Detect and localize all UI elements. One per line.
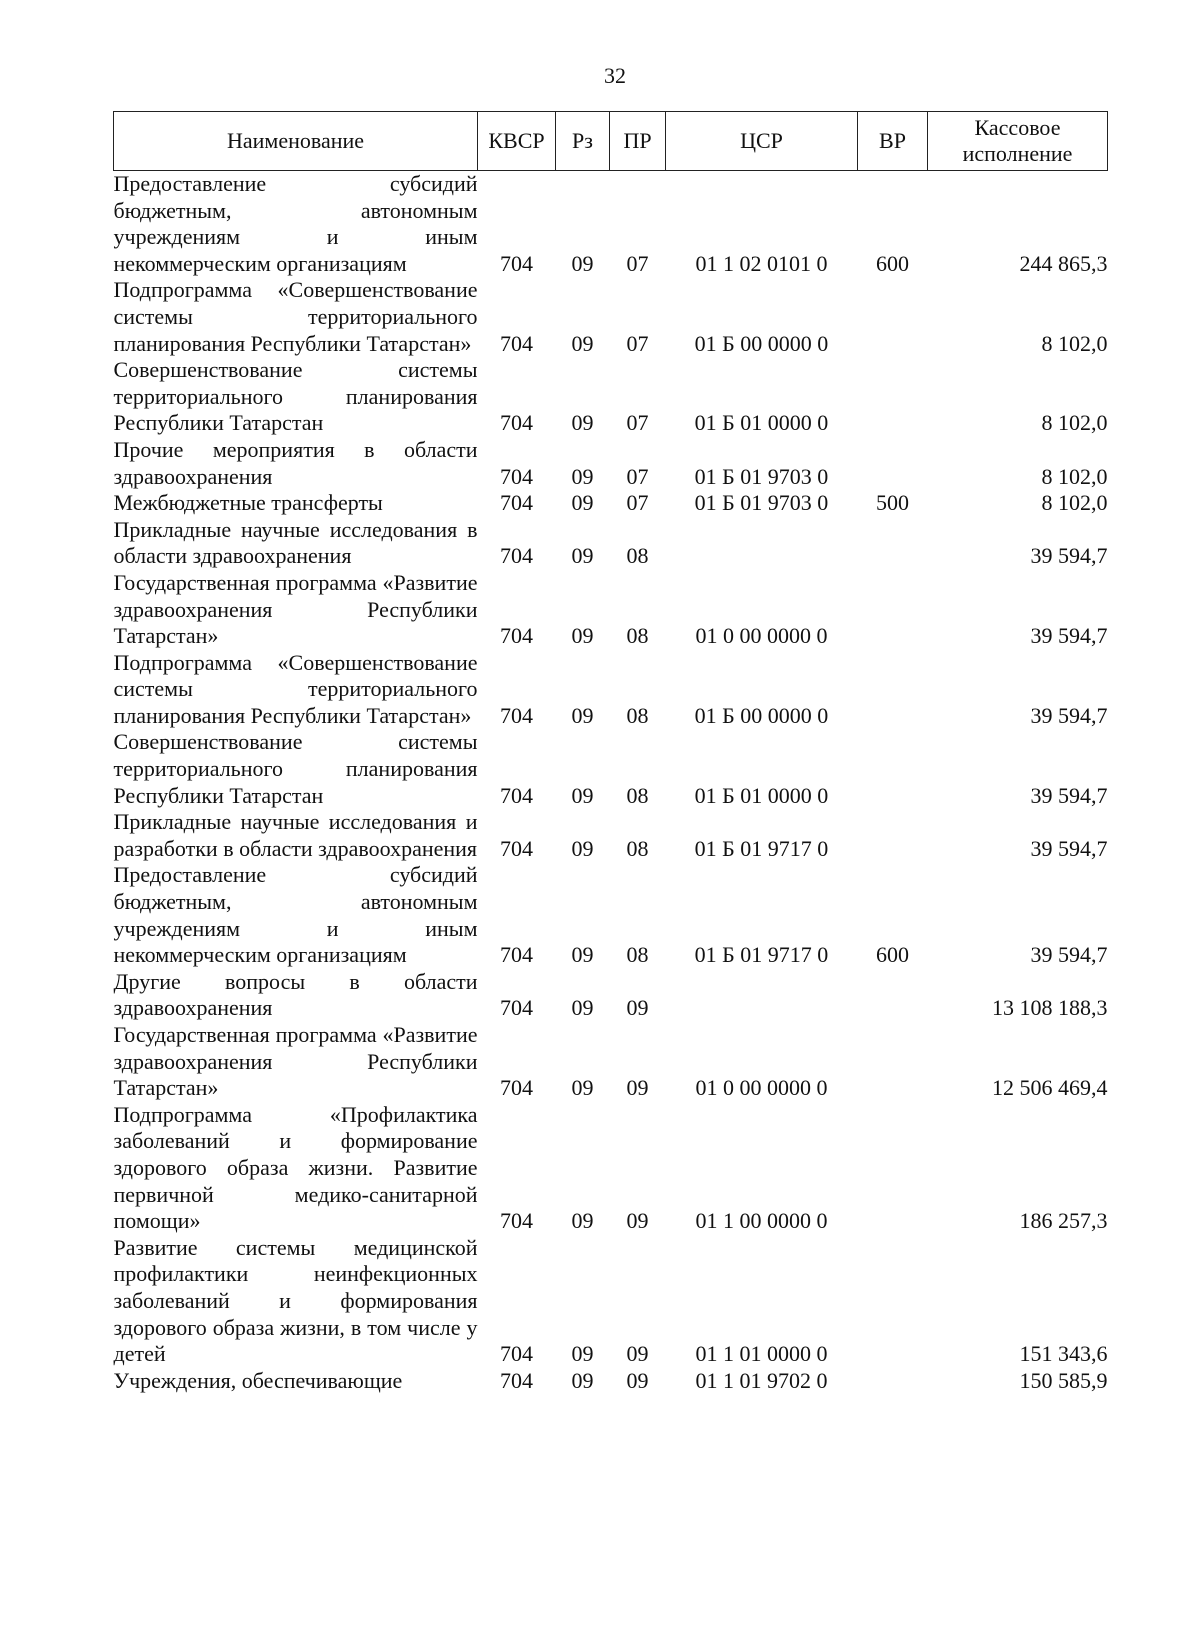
cell-amount: 39 594,7 bbox=[1030, 782, 1108, 808]
cell-kvsr: 704 bbox=[500, 330, 533, 356]
cell-csr: 01 0 00 0000 0 bbox=[695, 1075, 828, 1101]
cell-kvsr: 704 bbox=[500, 702, 533, 728]
cell-rz: 09 bbox=[571, 543, 594, 569]
cell-kvsr: 704 bbox=[500, 782, 533, 808]
cell-csr: 01 Б 01 9703 0 bbox=[694, 490, 829, 516]
table-row bbox=[114, 1102, 1108, 1235]
header-amount bbox=[928, 112, 1108, 171]
cell-vr bbox=[858, 517, 928, 570]
cell-kvsr: 704 bbox=[500, 623, 533, 649]
cell-name: Государственная программа «Развитие здравоохранения Республики Татарстан» bbox=[113, 569, 478, 649]
cell-name: Подпрограмма «Совершенствование системы территориального планирования Республики Татарстан» bbox=[113, 277, 478, 356]
cell-rz: 09 bbox=[571, 623, 594, 649]
cell-kvsr: 704 bbox=[500, 463, 533, 489]
cell-rz: 09 bbox=[571, 942, 594, 968]
cell-name: Совершенствование системы территориального планирования Республики Татарстан bbox=[113, 729, 478, 808]
cell-csr: 01 Б 01 9717 0 bbox=[694, 942, 829, 968]
cell-csr: 01 Б 01 9717 0 bbox=[694, 835, 829, 861]
cell-pr: 08 bbox=[626, 782, 649, 808]
cell-rz: 09 bbox=[571, 1075, 594, 1101]
cell-vr bbox=[858, 809, 928, 862]
table-row bbox=[114, 570, 1108, 650]
cell-kvsr: 704 bbox=[500, 1208, 533, 1234]
cell-amount: 39 594,7 bbox=[1030, 835, 1108, 861]
table-row bbox=[114, 729, 1108, 809]
table-row bbox=[114, 437, 1108, 490]
cell-rz: 09 bbox=[571, 490, 594, 516]
cell-rz: 09 bbox=[571, 1208, 594, 1234]
cell-vr bbox=[858, 969, 928, 1022]
cell-vr bbox=[858, 1102, 928, 1235]
cell-pr: 08 bbox=[626, 942, 649, 968]
cell-kvsr: 704 bbox=[500, 1367, 533, 1393]
cell-amount: 39 594,7 bbox=[1030, 623, 1108, 649]
cell-name: Развитие системы медицинской профилактики неинфекционных заболеваний и формирования здорового образа жизни, в том числе у детей bbox=[113, 1234, 478, 1367]
header-kvsr: КВСР bbox=[478, 112, 556, 171]
cell-pr: 08 bbox=[626, 543, 649, 569]
cell-rz: 09 bbox=[571, 835, 594, 861]
cell-name: Прочие мероприятия в области здравоохранения bbox=[113, 436, 478, 489]
cell-kvsr: 704 bbox=[500, 835, 533, 861]
cell-rz: 09 bbox=[571, 330, 594, 356]
cell-vr bbox=[858, 1022, 928, 1102]
cell-csr bbox=[666, 969, 858, 1022]
table-row bbox=[114, 490, 1108, 517]
table-row bbox=[114, 357, 1108, 437]
header-rz: Рз bbox=[556, 112, 610, 171]
cell-pr: 07 bbox=[626, 410, 649, 436]
cell-csr: 01 1 00 0000 0 bbox=[695, 1208, 828, 1234]
cell-kvsr: 704 bbox=[500, 250, 533, 276]
cell-csr: 01 0 00 0000 0 bbox=[695, 623, 828, 649]
cell-kvsr: 704 bbox=[500, 543, 533, 569]
cell-vr: 600 bbox=[876, 250, 909, 276]
cell-vr bbox=[858, 570, 928, 650]
cell-pr: 08 bbox=[626, 702, 649, 728]
header-amount-line1: Кассовое bbox=[974, 115, 1061, 140]
cell-amount: 8 102,0 bbox=[1041, 463, 1108, 489]
cell-kvsr: 704 bbox=[500, 410, 533, 436]
cell-name: Межбюджетные трансферты bbox=[113, 490, 383, 516]
cell-name: Прикладные научные исследования в области здравоохранения bbox=[113, 516, 478, 569]
table-row bbox=[114, 1235, 1108, 1368]
cell-rz: 09 bbox=[571, 995, 594, 1021]
header-csr: ЦСР bbox=[666, 112, 858, 171]
cell-csr bbox=[666, 517, 858, 570]
cell-vr bbox=[858, 437, 928, 490]
cell-amount: 13 108 188,3 bbox=[992, 995, 1108, 1021]
table-body bbox=[114, 171, 1108, 1395]
cell-pr: 07 bbox=[626, 463, 649, 489]
cell-amount: 8 102,0 bbox=[1041, 330, 1108, 356]
table-row bbox=[114, 969, 1108, 1022]
cell-vr bbox=[858, 729, 928, 809]
cell-amount: 150 585,9 bbox=[1019, 1367, 1108, 1393]
cell-csr: 01 1 02 0101 0 bbox=[695, 250, 828, 276]
page-number: 32 bbox=[604, 63, 626, 88]
cell-name: Совершенствование системы территориального планирования Республики Татарстан bbox=[113, 357, 478, 436]
cell-amount: 39 594,7 bbox=[1030, 543, 1108, 569]
cell-rz: 09 bbox=[571, 702, 594, 728]
cell-pr: 08 bbox=[626, 835, 649, 861]
cell-name: Предоставление субсидий бюджетным, автономным учреждениям и иным некоммерческим организациям bbox=[113, 171, 478, 276]
header-pr: ПР bbox=[610, 112, 666, 171]
cell-amount: 8 102,0 bbox=[1041, 410, 1108, 436]
cell-rz: 09 bbox=[571, 463, 594, 489]
cell-pr: 09 bbox=[626, 1208, 649, 1234]
cell-amount: 12 506 469,4 bbox=[992, 1075, 1108, 1101]
budget-table bbox=[113, 111, 1108, 1394]
cell-vr bbox=[858, 1235, 928, 1368]
cell-amount: 186 257,3 bbox=[1019, 1208, 1108, 1234]
cell-name: Подпрограмма «Совершенствование системы территориального планирования Республики Татарстан» bbox=[113, 649, 478, 728]
cell-name: Другие вопросы в области здравоохранения bbox=[113, 968, 478, 1021]
cell-kvsr: 704 bbox=[500, 942, 533, 968]
table-row bbox=[114, 862, 1108, 968]
cell-amount: 244 865,3 bbox=[1019, 250, 1108, 276]
table-row bbox=[114, 277, 1108, 357]
cell-pr: 09 bbox=[626, 995, 649, 1021]
cell-kvsr: 704 bbox=[500, 995, 533, 1021]
cell-name: Государственная программа «Развитие здравоохранения Республики Татарстан» bbox=[113, 1022, 478, 1101]
cell-rz: 09 bbox=[571, 782, 594, 808]
cell-amount: 39 594,7 bbox=[1030, 702, 1108, 728]
cell-vr bbox=[858, 1368, 928, 1395]
cell-name: Предоставление субсидий бюджетным, автономным учреждениям и иным некоммерческим организациям bbox=[113, 862, 478, 968]
table-row bbox=[114, 650, 1108, 730]
header-amount-line2: исполнение bbox=[962, 141, 1073, 166]
cell-rz: 09 bbox=[571, 250, 594, 276]
cell-rz: 09 bbox=[571, 1367, 594, 1393]
cell-pr: 07 bbox=[626, 490, 649, 516]
table-row bbox=[114, 171, 1108, 278]
cell-amount: 39 594,7 bbox=[1030, 942, 1108, 968]
cell-vr: 500 bbox=[876, 490, 909, 516]
cell-pr: 08 bbox=[626, 623, 649, 649]
cell-rz: 09 bbox=[571, 1341, 594, 1367]
cell-csr: 01 Б 00 0000 0 bbox=[694, 702, 829, 728]
cell-vr bbox=[858, 277, 928, 357]
cell-kvsr: 704 bbox=[500, 490, 533, 516]
header-name: Наименование bbox=[114, 112, 478, 171]
cell-csr: 01 1 01 9702 0 bbox=[695, 1367, 828, 1393]
table-header-row bbox=[114, 112, 1108, 171]
table-row bbox=[114, 1022, 1108, 1102]
cell-pr: 09 bbox=[626, 1367, 649, 1393]
header-vr: ВР bbox=[858, 112, 928, 171]
cell-amount: 8 102,0 bbox=[1041, 490, 1108, 516]
cell-csr: 01 Б 00 0000 0 bbox=[694, 330, 829, 356]
cell-csr: 01 Б 01 9703 0 bbox=[694, 463, 829, 489]
cell-pr: 07 bbox=[626, 330, 649, 356]
cell-vr bbox=[858, 357, 928, 437]
cell-pr: 09 bbox=[626, 1075, 649, 1101]
table-row bbox=[114, 1368, 1108, 1395]
cell-vr bbox=[858, 650, 928, 730]
cell-kvsr: 704 bbox=[500, 1341, 533, 1367]
cell-pr: 07 bbox=[626, 250, 649, 276]
cell-name: Подпрограмма «Профилактика заболеваний и формирование здорового образа жизни. Развитие первичной медико-санитарной помощи» bbox=[113, 1101, 478, 1234]
table-row bbox=[114, 809, 1108, 862]
table-row bbox=[114, 517, 1108, 570]
cell-csr: 01 1 01 0000 0 bbox=[695, 1341, 828, 1367]
cell-name: Учреждения, обеспечивающие bbox=[113, 1367, 403, 1393]
cell-rz: 09 bbox=[571, 410, 594, 436]
cell-pr: 09 bbox=[626, 1341, 649, 1367]
cell-amount: 151 343,6 bbox=[1019, 1341, 1108, 1367]
cell-csr: 01 Б 01 0000 0 bbox=[694, 410, 829, 436]
cell-name: Прикладные научные исследования и разработки в области здравоохранения bbox=[113, 809, 478, 861]
cell-vr: 600 bbox=[876, 942, 909, 968]
cell-csr: 01 Б 01 0000 0 bbox=[694, 782, 829, 808]
cell-kvsr: 704 bbox=[500, 1075, 533, 1101]
